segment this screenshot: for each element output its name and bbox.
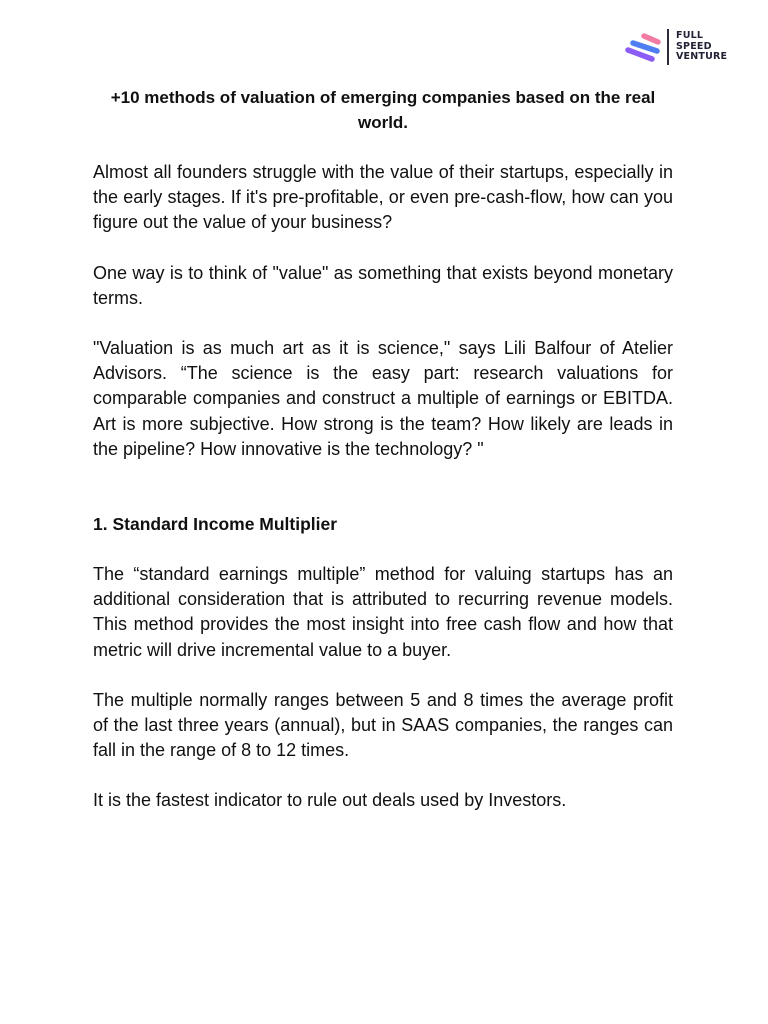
logo-divider bbox=[667, 29, 669, 65]
section-paragraph-3: It is the fastest indicator to rule out deals used by Investors. bbox=[93, 790, 567, 811]
logo-line-venture: VENTURE bbox=[676, 51, 728, 63]
document-body bbox=[93, 85, 673, 839]
logo-line-full: FULL bbox=[676, 30, 704, 42]
section-paragraph-2: The multiple normally ranges between 5 and 8 times the average profit of the last three years (annual), but in SAAS companies, the ranges can fall in the range of 8 to 12 times. bbox=[93, 689, 673, 761]
brand-logo bbox=[624, 27, 727, 67]
intro-paragraph-2: One way is to think of "value" as something that exists beyond monetary terms. bbox=[93, 262, 673, 308]
section-heading: 1. Standard Income Multiplier bbox=[93, 514, 338, 535]
intro-paragraph-3: "Valuation is as much art as it is science," says Lili Balfour of Atelier Advisors. “The science is the easy part: research valuations for comparable companies and construct a multiple of earnings or EBITDA. Art is more subjective. How strong is the team? How likely are leads in the pipeline? How innovative is the technology? " bbox=[93, 338, 673, 459]
speed-stripes-icon bbox=[624, 29, 662, 65]
document-title: +10 methods of valuation of emerging companies based on the real world. bbox=[110, 88, 656, 132]
intro-paragraph-1: Almost all founders struggle with the value of their startups, especially in the early stages. If it's pre-profitable, or even pre-cash-flow, how can you figure out the value of your business? bbox=[93, 162, 673, 233]
section-paragraph-1: The “standard earnings multiple” method for valuing startups has an additional consideration that is attributed to recurring revenue models. This method provides the most insight into free cash flow and how that metric will drive incremental value to a buyer. bbox=[93, 564, 673, 660]
logo-wordmark bbox=[676, 31, 727, 63]
logo-line-speed: SPEED bbox=[676, 40, 712, 52]
